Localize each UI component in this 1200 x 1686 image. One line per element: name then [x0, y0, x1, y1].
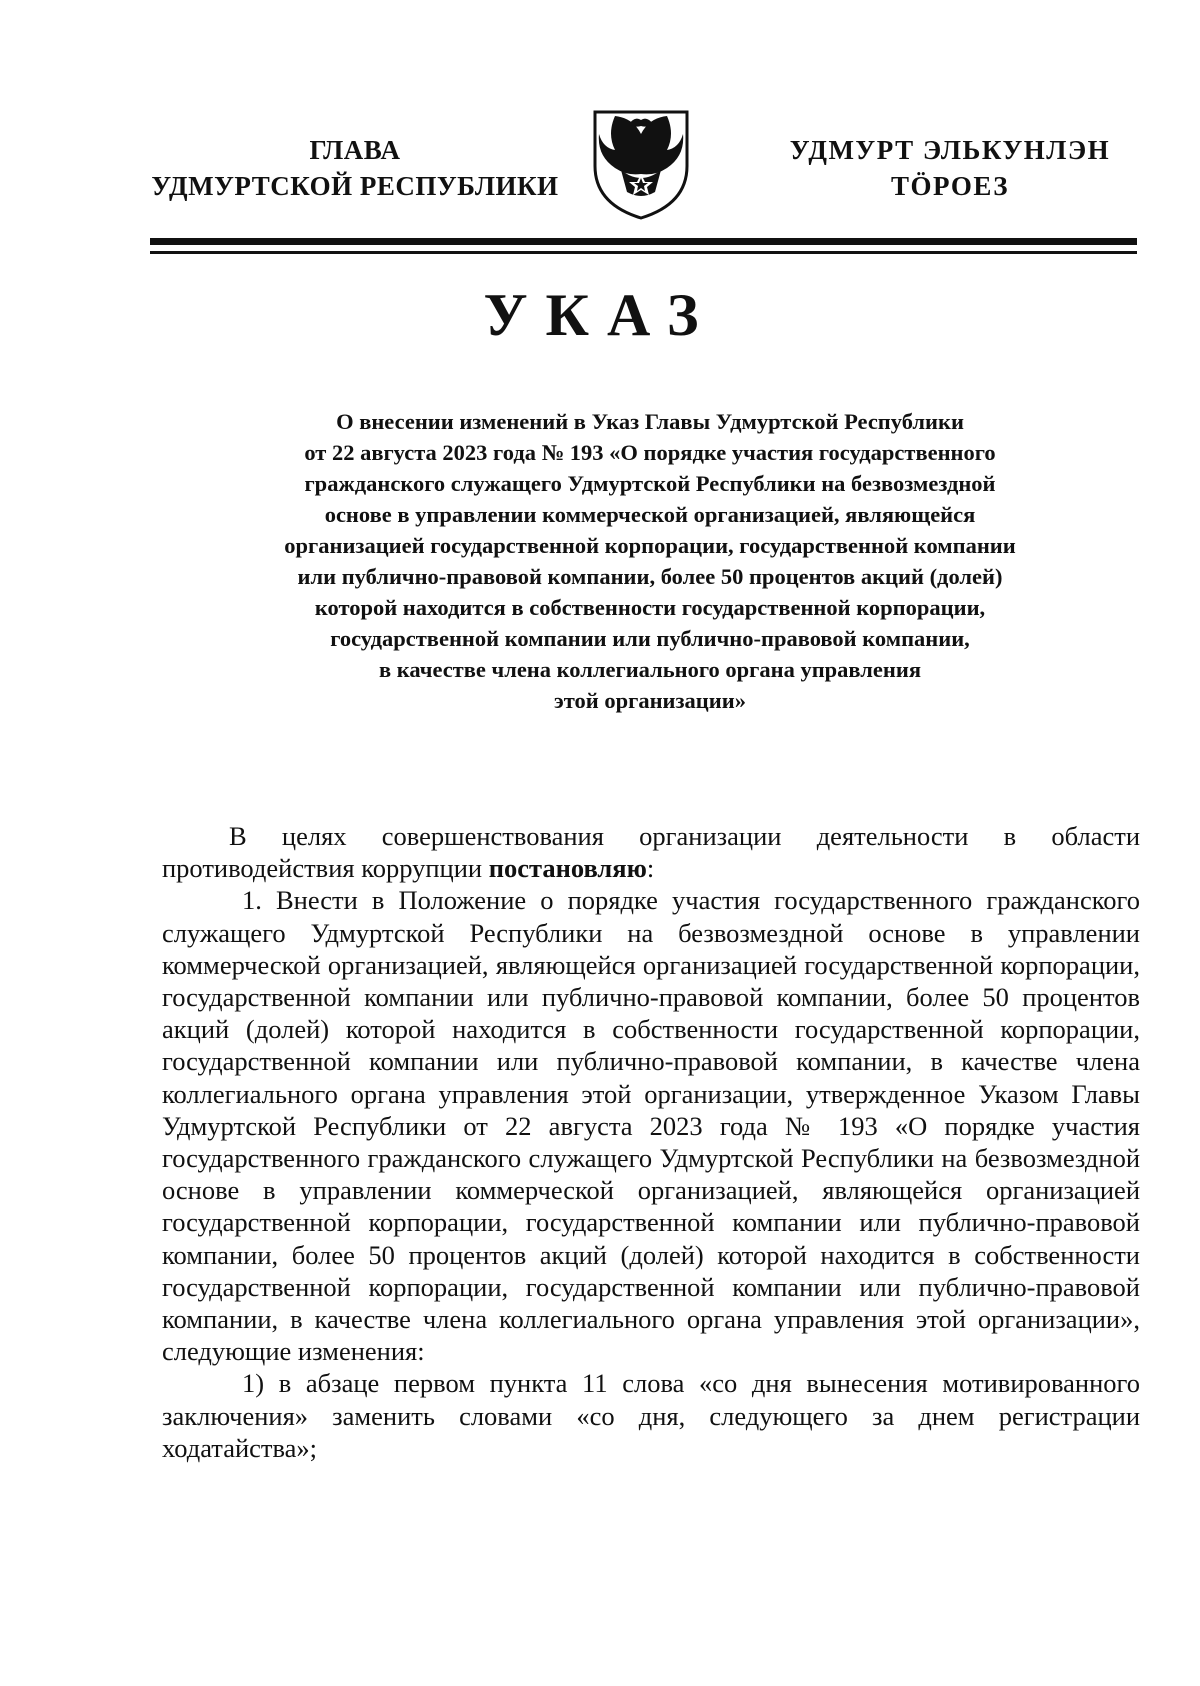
item-1-paragraph: 1. Внести в Положение о порядке участия государственного гражданского служащего Удмуртской Республики на безвозмездной основе в управлении коммерческой организацией, являющейся организацией государственной корпорации, государственной компании или публично-правовой компании, более 50 процентов акций (долей) которой находится в собственности государственной корпорации, государственной компании или публично-правовой компании, в качестве члена коллегиального органа управления этой организации, утвержденное Указом Главы Удмуртской Республики от 22 августа 2023 года № 193 «О порядке участия государственного гражданского служащего Удмуртской Республики на безвозмездной основе в управлении коммерческой организацией, являющейся организацией государственной корпорации, государственной компании или публично-правовой компании, более 50 процентов акций (долей) которой находится в собственности государственной корпорации, государственной компании или публично-правовой компании, в качестве члена коллегиального органа управления этой организации», следующие изменения:: [162, 885, 1140, 1367]
preamble-operative-word: постановляю: [488, 853, 647, 884]
issuer-russian: [120, 132, 590, 204]
title-line: государственной компании или публично-правовой компании,: [330, 626, 970, 651]
title-line: гражданского служащего Удмуртской Республики на безвозмездной: [304, 471, 996, 496]
issuer-udmurt-line2: ТӦРОЕЗ: [891, 171, 1009, 201]
title-line: О внесении изменений в Указ Главы Удмуртской Республики: [336, 409, 964, 434]
title-line: в качестве члена коллегиального органа управления: [379, 657, 921, 682]
title-line: основе в управлении коммерческой организацией, являющейся: [324, 502, 976, 527]
issuer-udmurt: [760, 132, 1140, 204]
header-divider-thin: [150, 251, 1137, 254]
title-line: этой организации»: [554, 688, 746, 713]
title-line: или публично-правовой компании, более 50 процентов акций (долей): [297, 564, 1003, 589]
title-line: которой находится в собственности государственной корпорации,: [314, 595, 986, 620]
preamble-text: В целях совершенствования организации деятельности в области противодействия коррупции: [162, 821, 1140, 884]
header-divider-thick: [150, 238, 1137, 245]
issuer-russian-line1: ГЛАВА: [309, 135, 401, 165]
issuer-udmurt-line1: УДМУРТ ЭЛЬКУНЛЭН: [789, 135, 1111, 165]
preamble-colon: :: [646, 853, 655, 884]
decree-title: [150, 406, 1150, 716]
udmurt-coat-of-arms-icon: [585, 104, 697, 220]
decree-body: [162, 820, 1140, 1464]
preamble-paragraph: [162, 820, 1140, 884]
title-line: организацией государственной корпорации, государственной компании: [284, 533, 1016, 558]
issuer-russian-line2: УДМУРТСКОЙ РЕСПУБЛИКИ: [151, 171, 559, 201]
subitem-1-paragraph: 1) в абзаце первом пункта 11 слова «со дня вынесения мотивированного заключения» заменить словами «со дня, следующего за днем регистрации ходатайства»;: [162, 1368, 1140, 1463]
title-line: от 22 августа 2023 года № 193 «О порядке участия государственного: [304, 440, 996, 465]
document-type-heading: УКАЗ: [483, 282, 717, 348]
